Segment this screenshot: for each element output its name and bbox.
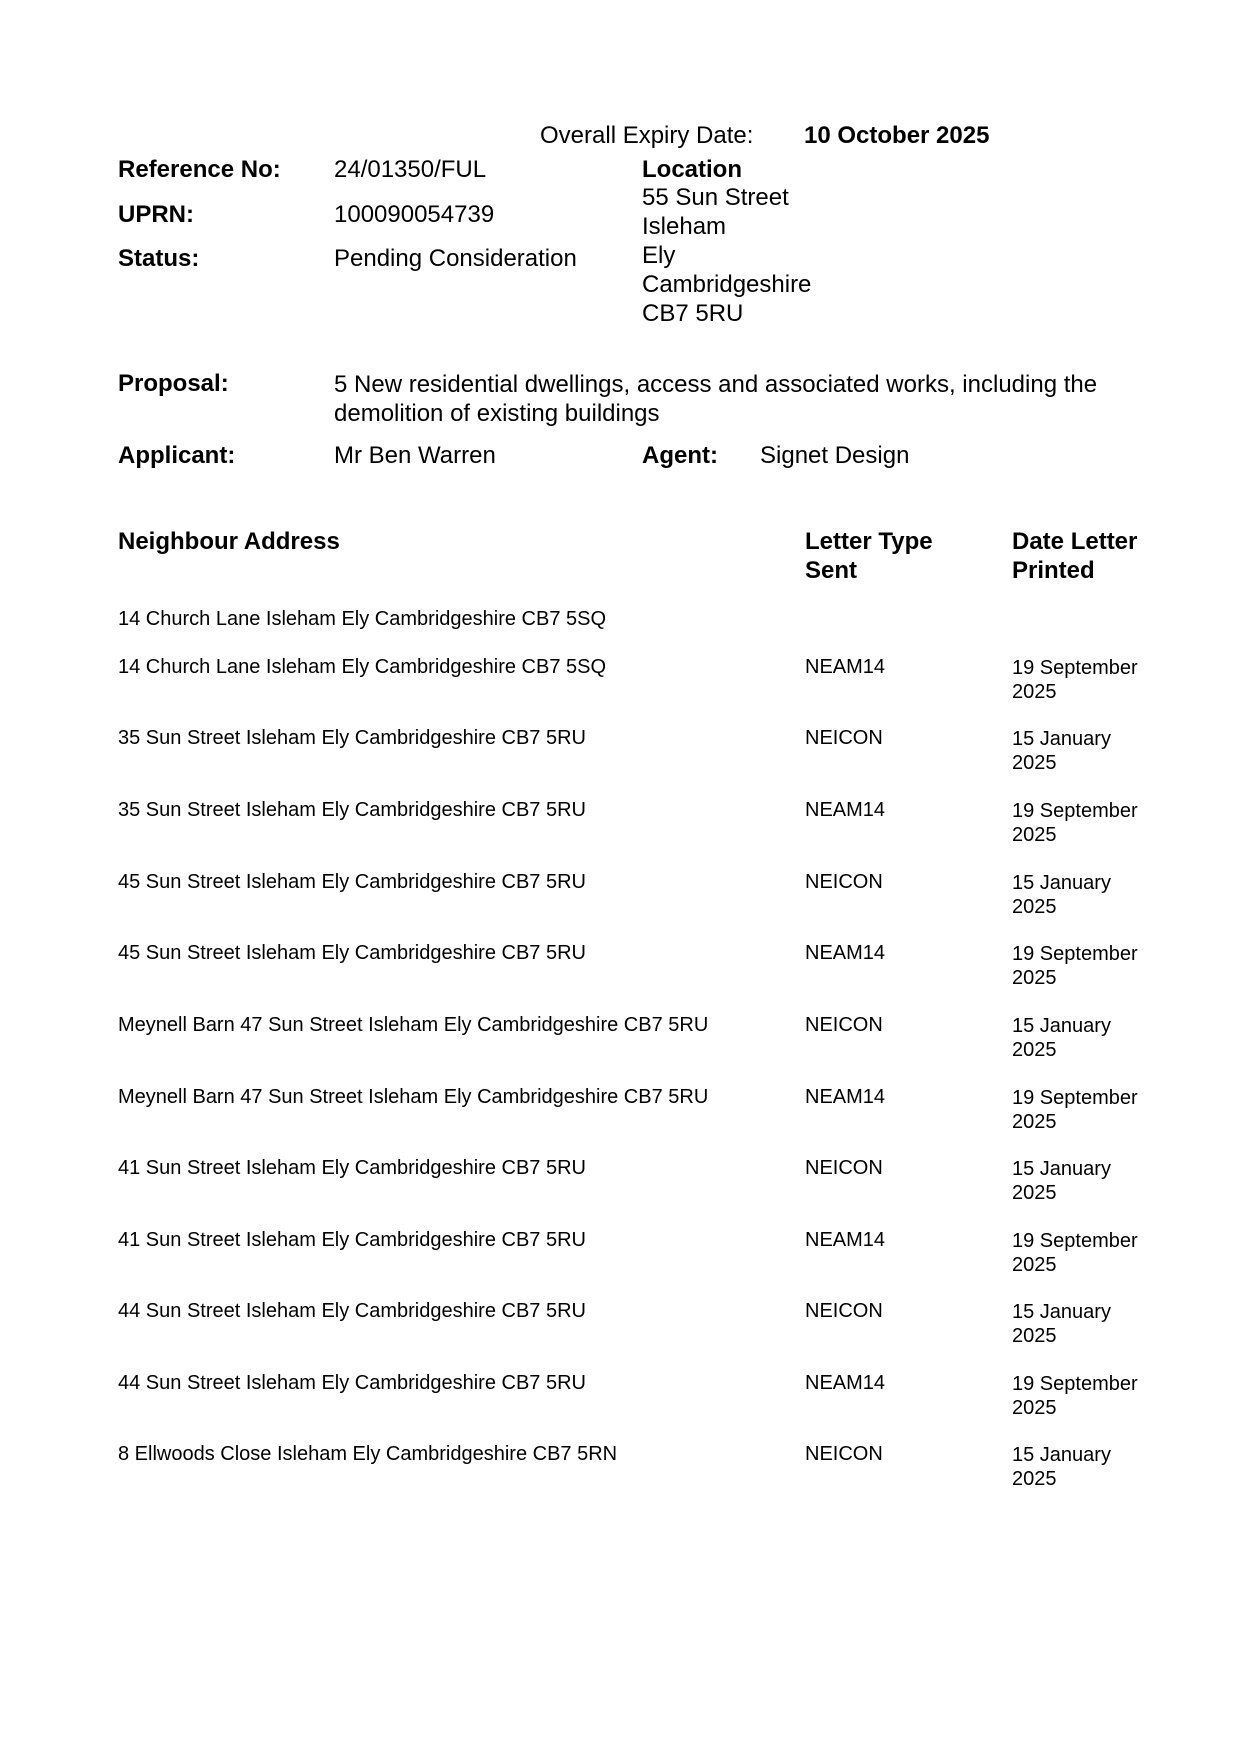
- expiry-value: 10 October 2025: [804, 122, 990, 149]
- table-row: [118, 871, 1158, 943]
- column-header-letter-type: Letter Type Sent: [805, 528, 933, 584]
- letter-type: NEAM14: [805, 1229, 886, 1251]
- neighbour-address: 44 Sun Street Isleham Ely Cambridgeshire CB7 5RU: [118, 1372, 586, 1394]
- table-row: [118, 656, 1158, 728]
- letter-type: NEICON: [805, 1157, 883, 1179]
- neighbour-address: Meynell Barn 47 Sun Street Isleham Ely Cambridgeshire CB7 5RU: [118, 1086, 709, 1108]
- date-printed: 15 January 2025: [1012, 1158, 1111, 1204]
- status-value: Pending Consideration: [334, 245, 577, 272]
- table-row: [118, 942, 1158, 1014]
- column-header-date-printed: Date Letter Printed: [1012, 528, 1138, 584]
- neighbour-address: 35 Sun Street Isleham Ely Cambridgeshire CB7 5RU: [118, 727, 586, 749]
- agent-label: Agent:: [642, 442, 718, 469]
- location-line: 55 Sun Street: [642, 184, 789, 211]
- location-line: Cambridgeshire: [642, 271, 812, 298]
- letter-type: NEICON: [805, 871, 883, 893]
- status-label: Status:: [118, 245, 200, 272]
- date-printed: 19 September 2025: [1012, 1373, 1138, 1419]
- location-label: Location: [642, 156, 742, 183]
- table-row: [118, 727, 1158, 799]
- neighbour-address: 41 Sun Street Isleham Ely Cambridgeshire CB7 5RU: [118, 1157, 586, 1179]
- neighbour-address: 44 Sun Street Isleham Ely Cambridgeshire CB7 5RU: [118, 1300, 586, 1322]
- letter-type: NEAM14: [805, 799, 886, 821]
- table-row: [118, 799, 1158, 871]
- neighbour-address: 45 Sun Street Isleham Ely Cambridgeshire CB7 5RU: [118, 942, 586, 964]
- table-row: [118, 1372, 1158, 1444]
- letter-type: NEICON: [805, 1443, 883, 1465]
- date-printed: 19 September 2025: [1012, 1230, 1138, 1276]
- date-printed: 19 September 2025: [1012, 800, 1138, 846]
- date-printed: 19 September 2025: [1012, 943, 1138, 989]
- applicant-value: Mr Ben Warren: [334, 442, 496, 469]
- neighbour-address: 35 Sun Street Isleham Ely Cambridgeshire CB7 5RU: [118, 799, 586, 821]
- table-row: [118, 1300, 1158, 1372]
- letter-type: NEICON: [805, 727, 883, 749]
- letter-type: NEAM14: [805, 1372, 886, 1394]
- table-row: [118, 1229, 1158, 1301]
- location-line: Ely: [642, 242, 676, 269]
- expiry-label: Overall Expiry Date:: [540, 122, 754, 149]
- letter-type: NEICON: [805, 1014, 883, 1036]
- neighbour-address: 8 Ellwoods Close Isleham Ely Cambridgeshire CB7 5RN: [118, 1443, 618, 1465]
- uprn-value: 100090054739: [334, 201, 495, 228]
- location-address: [642, 183, 811, 328]
- agent-value: Signet Design: [760, 442, 910, 469]
- date-printed: 15 January 2025: [1012, 1301, 1111, 1347]
- date-printed: 19 September 2025: [1012, 657, 1138, 703]
- letter-type: NEAM14: [805, 1086, 886, 1108]
- date-printed: 15 January 2025: [1012, 728, 1111, 774]
- table-row: [118, 1086, 1158, 1158]
- date-printed: 15 January 2025: [1012, 1015, 1111, 1061]
- proposal-value: 5 New residential dwellings, access and associated works, including the demolition of existing buildings: [334, 371, 1098, 427]
- table-row: [118, 1443, 1158, 1515]
- neighbour-address: Meynell Barn 47 Sun Street Isleham Ely Cambridgeshire CB7 5RU: [118, 1014, 709, 1036]
- date-printed: 19 September 2025: [1012, 1087, 1138, 1133]
- table-row: [118, 1157, 1158, 1229]
- date-printed: 15 January 2025: [1012, 872, 1111, 918]
- proposal-label: Proposal:: [118, 370, 229, 397]
- neighbour-address: 14 Church Lane Isleham Ely Cambridgeshire CB7 5SQ: [118, 656, 607, 678]
- column-header-address: Neighbour Address: [118, 528, 340, 555]
- letter-type: NEAM14: [805, 942, 886, 964]
- date-printed: 15 January 2025: [1012, 1444, 1111, 1490]
- neighbour-address: 45 Sun Street Isleham Ely Cambridgeshire CB7 5RU: [118, 871, 586, 893]
- applicant-label: Applicant:: [118, 442, 236, 469]
- table-row: [118, 1014, 1158, 1086]
- location-line: Isleham: [642, 213, 727, 240]
- location-line: CB7 5RU: [642, 300, 744, 327]
- neighbour-address: 41 Sun Street Isleham Ely Cambridgeshire CB7 5RU: [118, 1229, 586, 1251]
- reference-label: Reference No:: [118, 156, 281, 183]
- letter-type: NEICON: [805, 1300, 883, 1322]
- letter-type: NEAM14: [805, 656, 886, 678]
- neighbour-address: 14 Church Lane Isleham Ely Cambridgeshire CB7 5SQ: [118, 608, 607, 630]
- uprn-label: UPRN:: [118, 201, 194, 228]
- reference-value: 24/01350/FUL: [334, 156, 487, 183]
